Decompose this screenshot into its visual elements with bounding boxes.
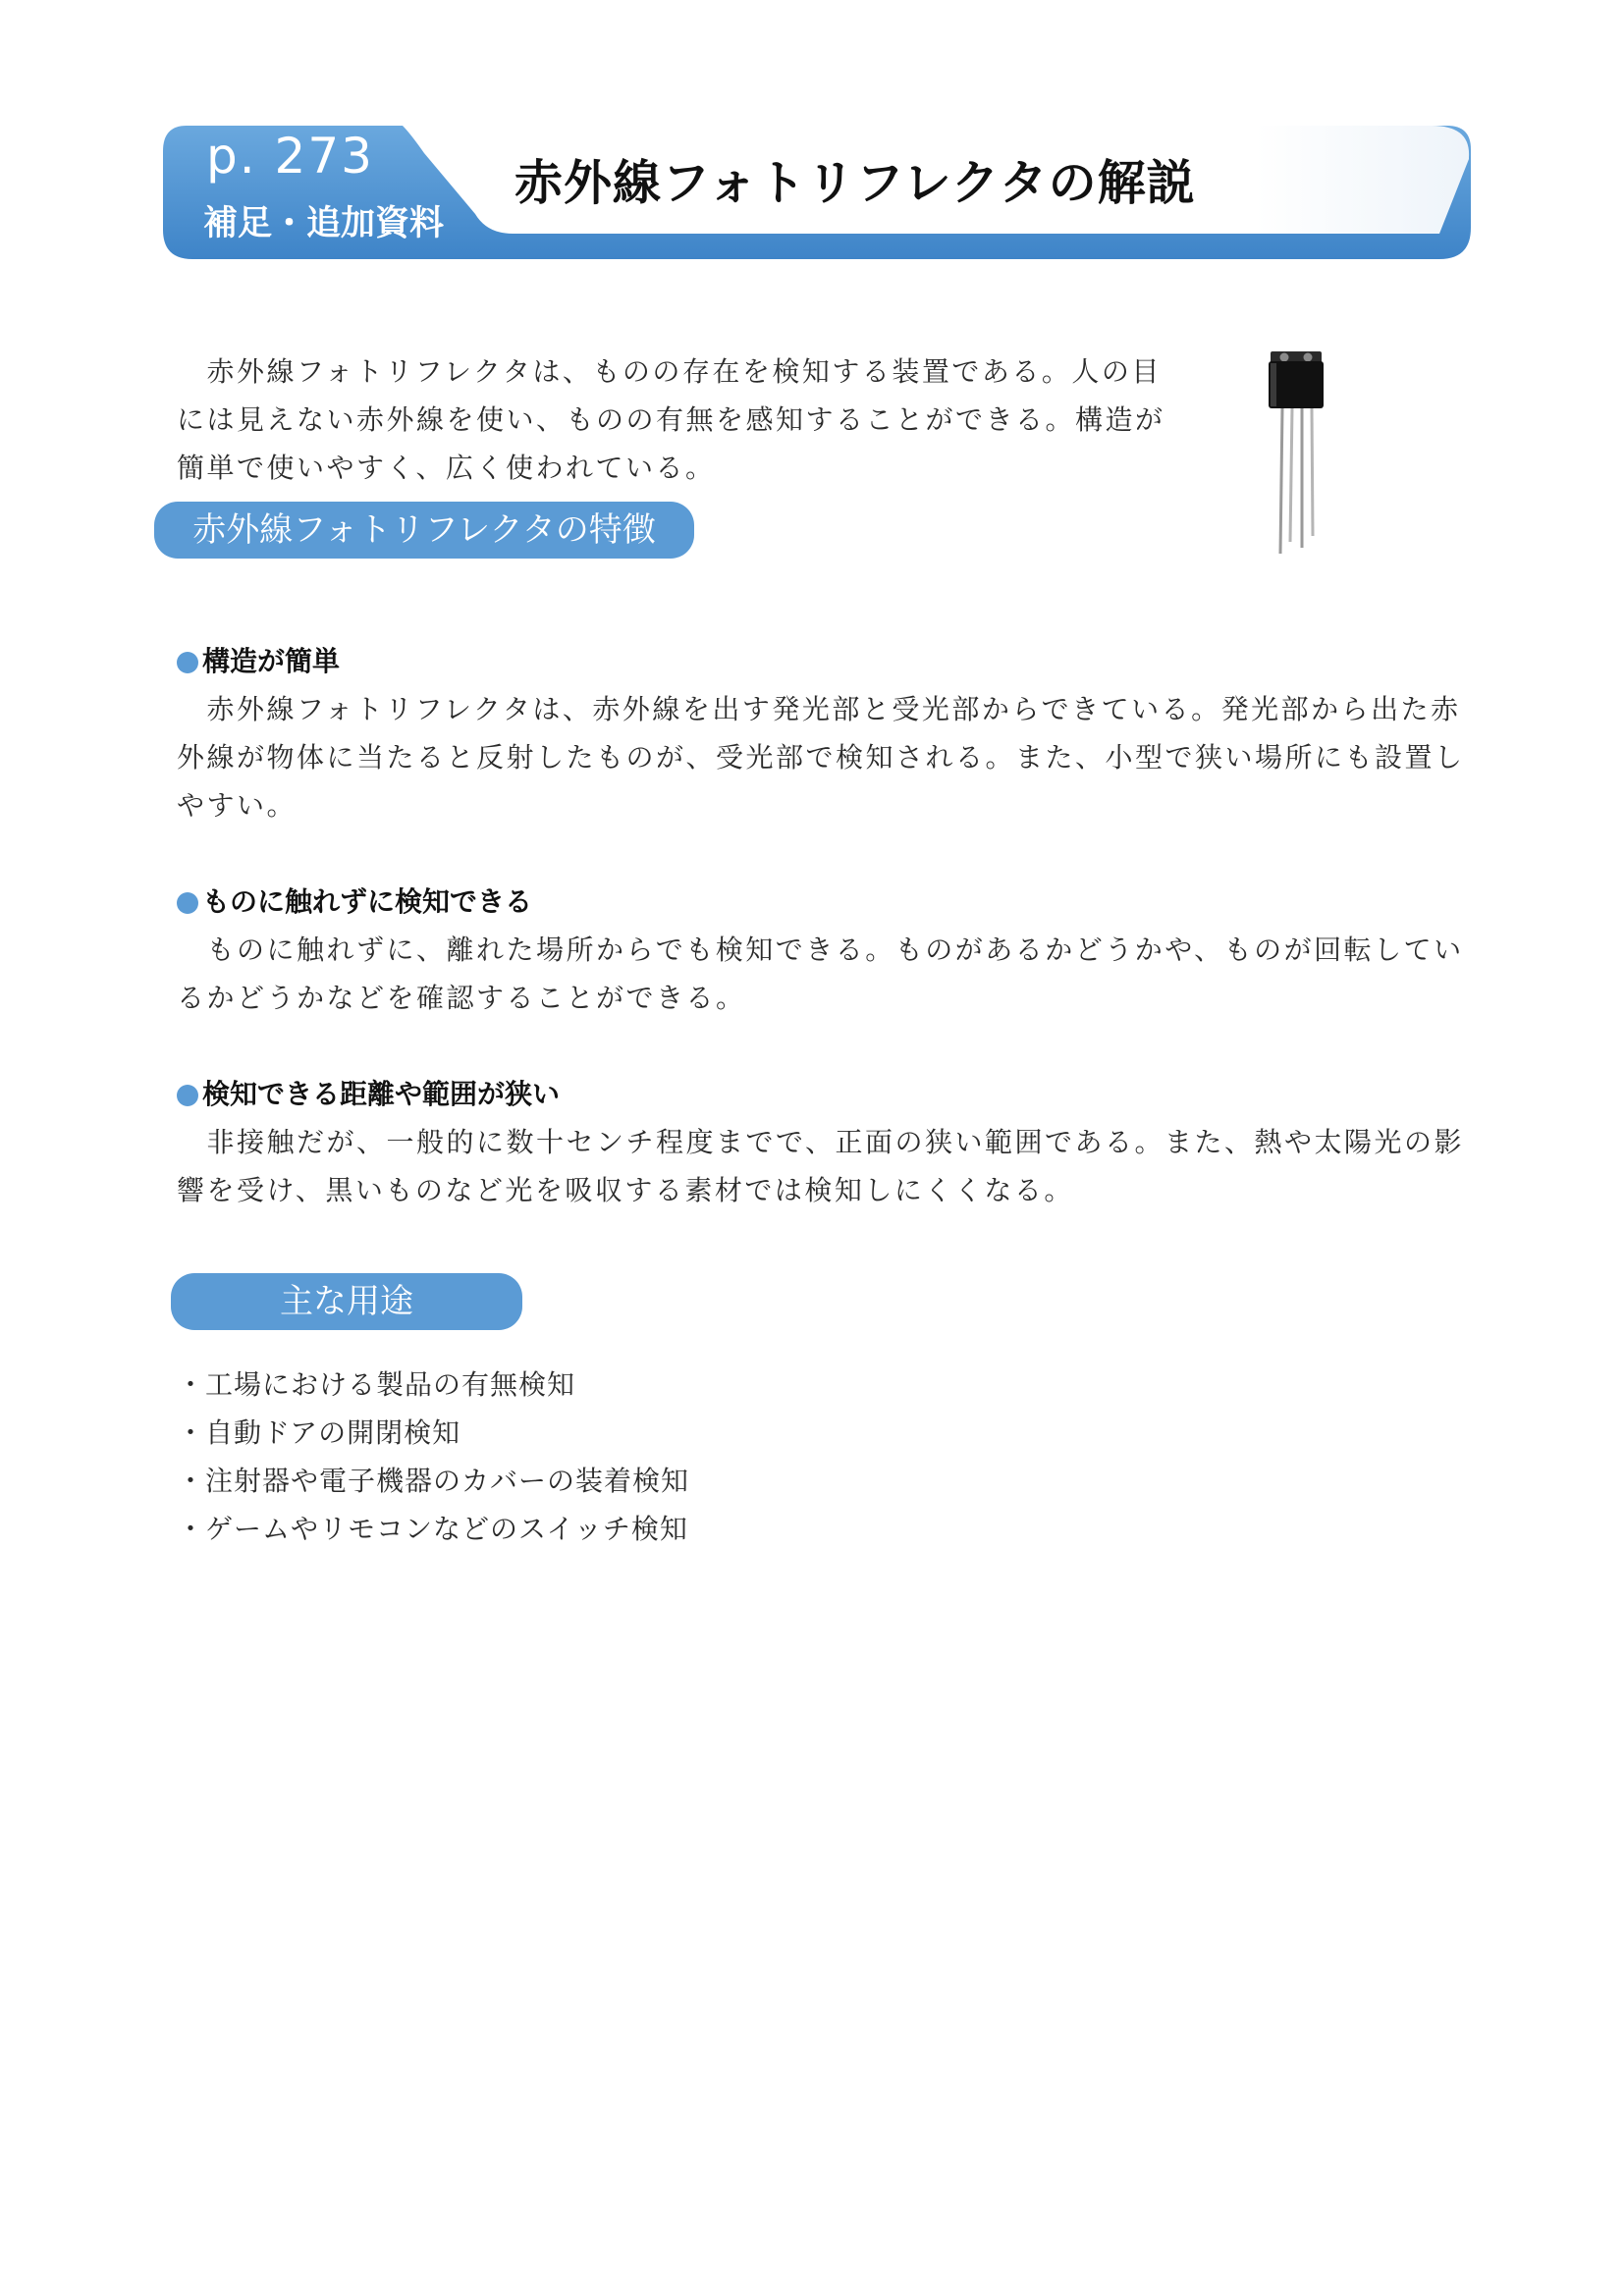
bullet-dot-icon (177, 892, 198, 914)
photo-reflector-image (1267, 349, 1326, 558)
list-item: ・自動ドアの開閉検知 (177, 1416, 461, 1449)
bullet-dot-icon (177, 652, 198, 673)
feature-line: 外線が物体に当たると反射したものが、受光部で検知される。また、小型で狭い場所にも設置し (177, 741, 1465, 774)
list-item: ・工場における製品の有無検知 (177, 1368, 576, 1401)
feature-line: るかどうかなどを確認することができる。 (177, 982, 746, 1014)
feature-paragraph (177, 926, 1464, 1022)
uses-section-title: 主な用途 (171, 1273, 522, 1330)
intro-line: には見えない赤外線を使い、ものの有無を感知することができる。構造が (177, 403, 1165, 436)
feature-line: 赤外線フォトリフレクタは、赤外線を出す発光部と受光部からできている。発光部から出た赤 (177, 693, 1461, 725)
feature-line: 非接触だが、一般的に数十センチ程度までで、正面の狭い範囲である。また、熱や太陽光の影 (177, 1126, 1464, 1158)
intro-line: 簡単で使いやすく、広く使われている。 (177, 452, 716, 484)
uses-list (177, 1361, 689, 1553)
feature-paragraph (177, 1118, 1464, 1214)
feature-paragraph (177, 685, 1465, 829)
features-section-title: 赤外線フォトリフレクタの特徴 (154, 502, 694, 559)
feature-heading: ものに触れずに検知できる (177, 882, 532, 922)
feature-line: 響を受け、黒いものなど光を吸収する素材では検知しにくくなる。 (177, 1174, 1074, 1206)
list-item: ・ゲームやリモコンなどのスイッチ検知 (177, 1513, 688, 1545)
section-category: 補足・追加資料 (203, 204, 445, 243)
intro-paragraph (177, 347, 1165, 492)
feature-line: ものに触れずに、離れた場所からでも検知できる。ものがあるかどうかや、ものが回転してい (177, 934, 1464, 966)
page-title: 赤外線フォトリフレクタの解説 (514, 155, 1196, 211)
feature-heading: 構造が簡単 (177, 642, 340, 681)
feature-line: やすい。 (177, 789, 298, 822)
feature-heading: 検知できる距離や範囲が狭い (177, 1075, 560, 1114)
intro-line: 赤外線フォトリフレクタは、ものの存在を検知する装置である。人の目 (177, 355, 1162, 388)
list-item: ・注射器や電子機器のカバーの装着検知 (177, 1465, 690, 1497)
bullet-dot-icon (177, 1085, 198, 1106)
page-reference: p. 273 (206, 128, 374, 185)
